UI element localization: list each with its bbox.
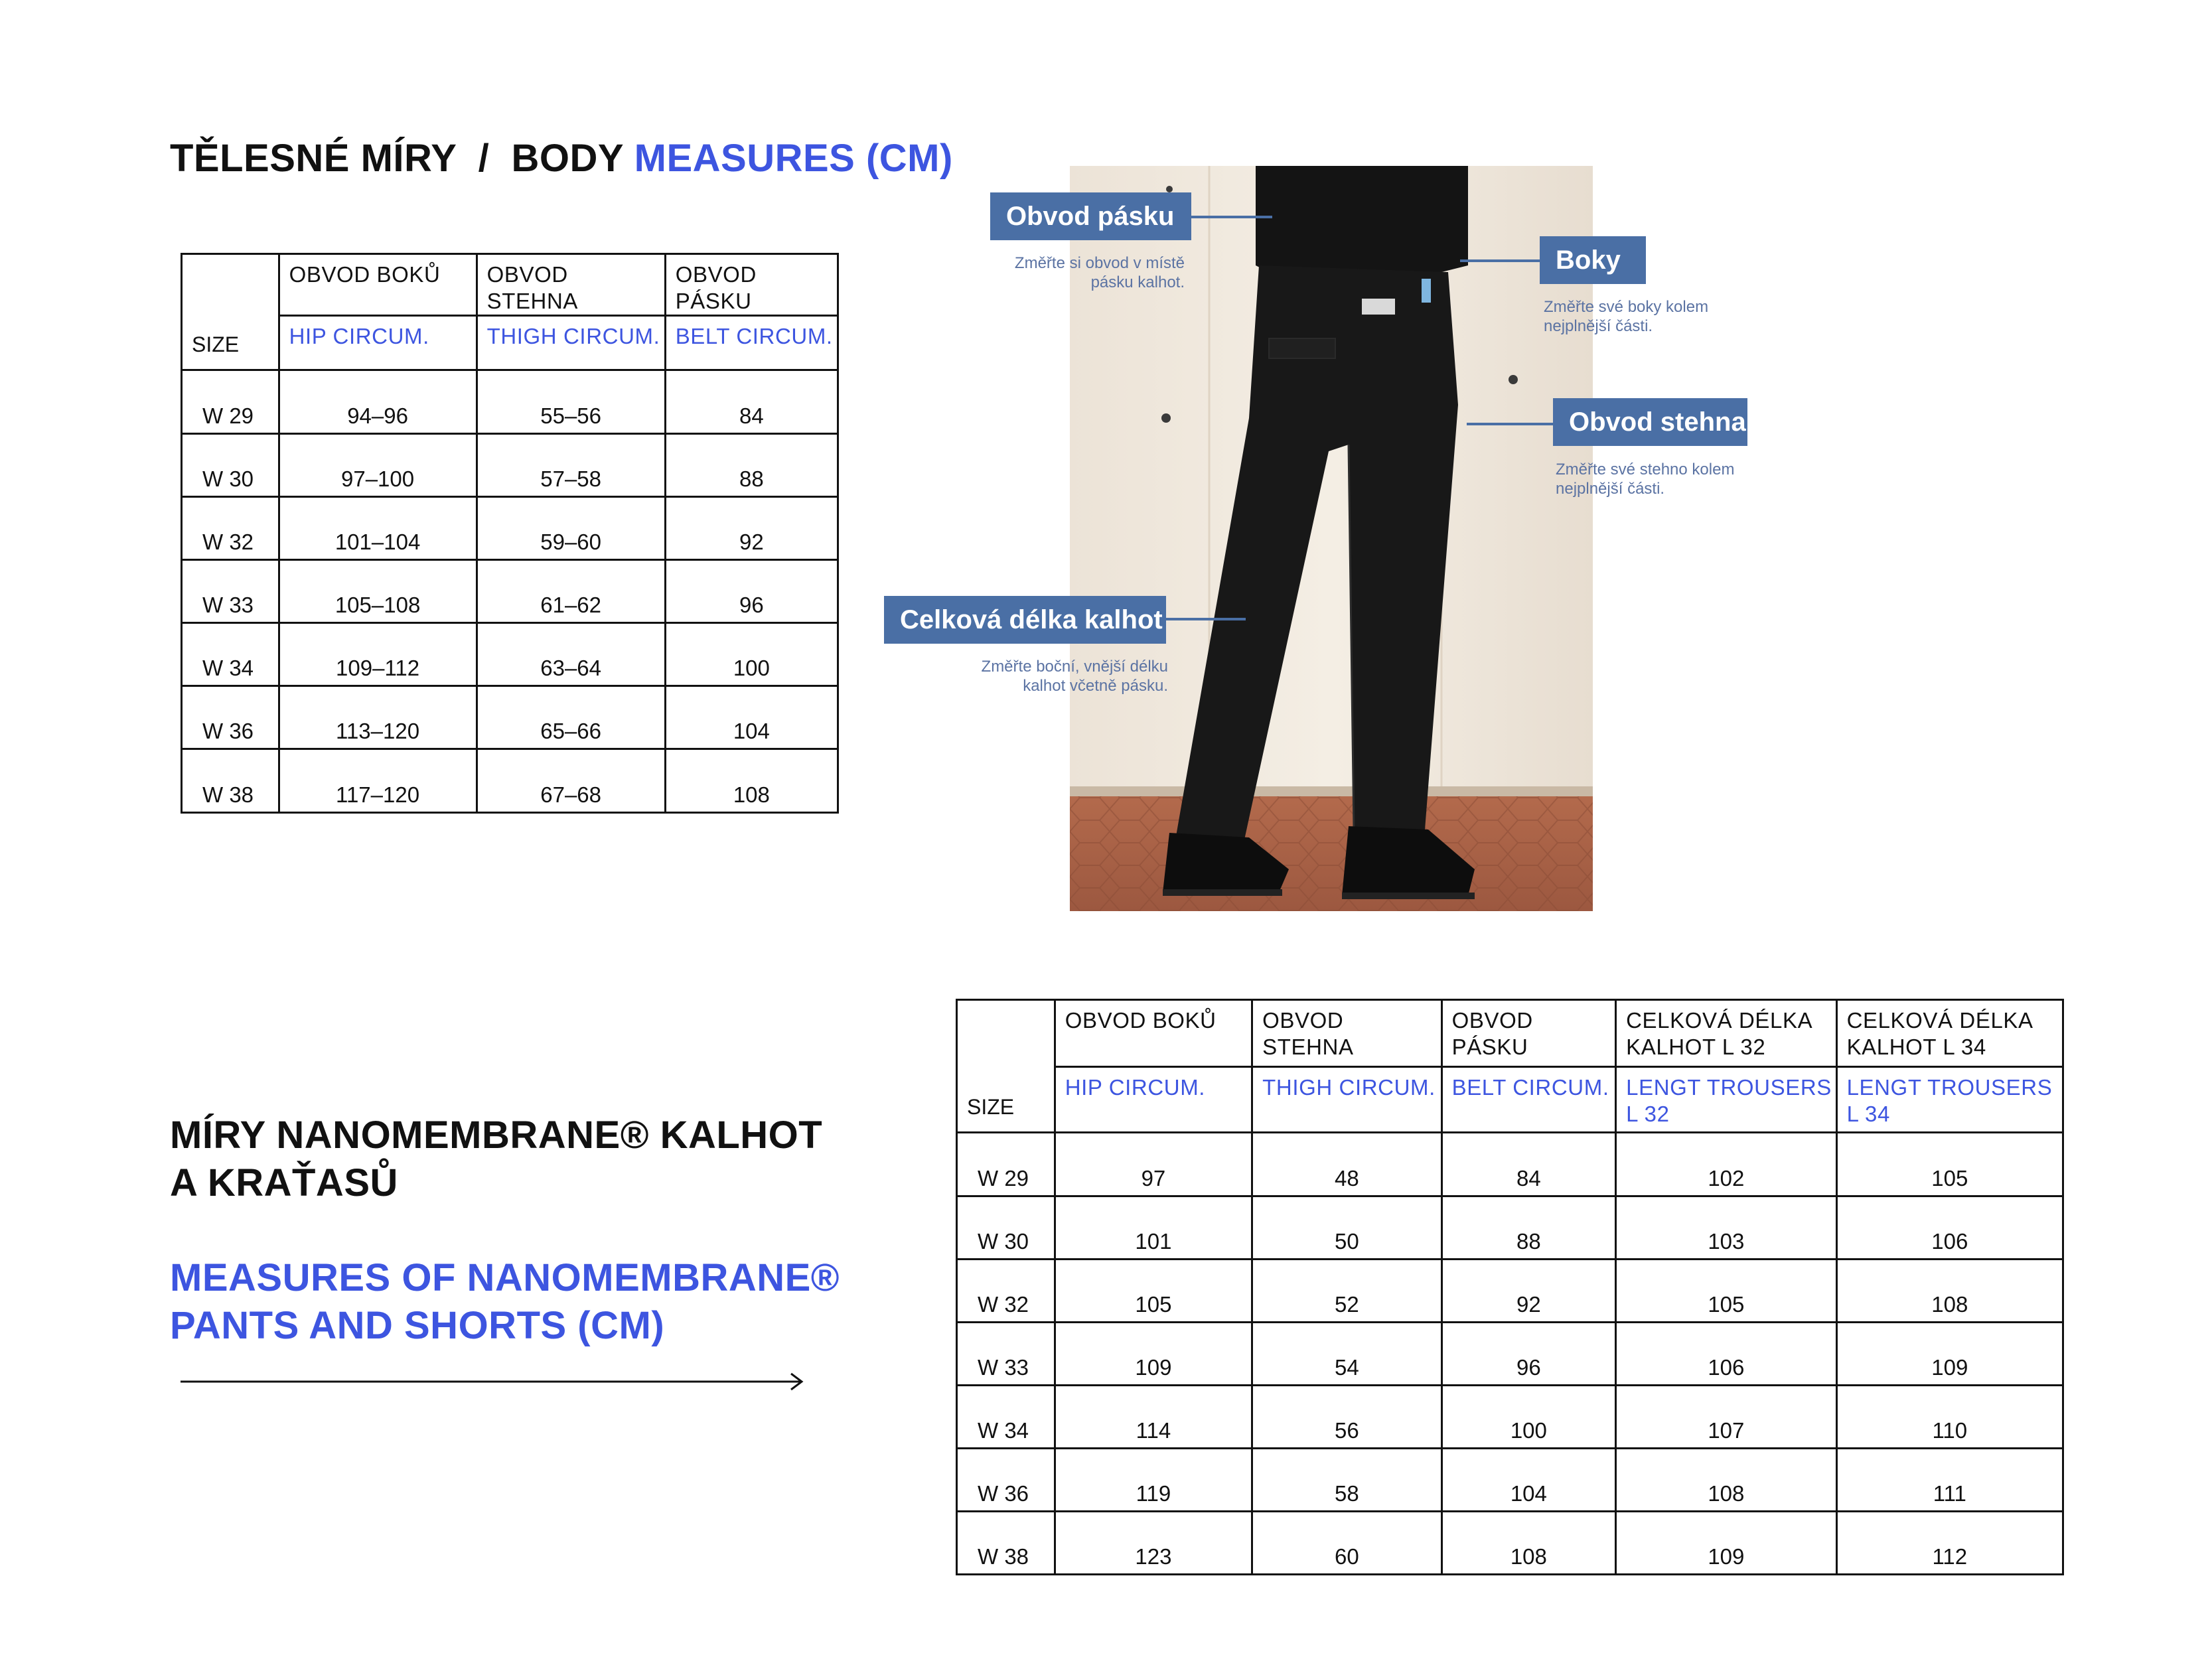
table-row [182,749,838,813]
size-cell: W 33 [957,1323,1055,1386]
header-belt-en: BELT CIRCUM. [665,316,838,370]
size-cell: W 34 [957,1386,1055,1449]
thigh-note: Změřte své stehno kolem nejplnější části. [1556,461,1735,498]
size-header: SIZE [182,254,279,370]
size-cell: W 30 [182,434,279,497]
thigh-cell: 63–64 [477,623,665,686]
header-hip-cz: OBVOD BOKŮ [279,254,477,316]
thigh-cell: 54 [1252,1323,1441,1386]
length-label: Celková délka kalhot [884,596,1166,644]
header-length-l34-en: LENGT TROUSERS L 34 [1836,1067,2063,1133]
header-length-l34-cz: CELKOVÁ DÉLKA KALHOT L 34 [1836,1000,2063,1067]
waist-label: Obvod pásku [990,192,1191,240]
size-cell: W 33 [182,560,279,623]
hip-cell: 97–100 [279,434,477,497]
belt-cell: 100 [665,623,838,686]
body-measures-title-cz: TĚLESNÉ MÍRY / BODY [170,137,623,180]
belt-cell: 108 [1441,1512,1616,1575]
size-cell: W 29 [957,1133,1055,1196]
table-row [957,1260,2063,1323]
size-cell: W 29 [182,370,279,434]
header-length-l32-cz: CELKOVÁ DÉLKA KALHOT L 32 [1616,1000,1836,1067]
belt-cell: 100 [1441,1386,1616,1449]
table-row [957,1133,2063,1196]
belt-cell: 96 [1441,1323,1616,1386]
belt-cell: 84 [1441,1133,1616,1196]
header-belt-cz: OBVOD PÁSKU [665,254,838,316]
size-header: SIZE [957,1000,1055,1133]
thigh-cell: 55–56 [477,370,665,434]
hips-label: Boky [1540,236,1646,284]
thigh-cell: 61–62 [477,560,665,623]
size-cell: W 32 [182,497,279,560]
hip-cell: 114 [1055,1386,1252,1449]
header-thigh-cz: OBVOD STEHNA [1252,1000,1441,1067]
size-cell: W 36 [182,686,279,749]
hip-cell: 94–96 [279,370,477,434]
header-length-l32-en: LENGT TROUSERS L 32 [1616,1067,1836,1133]
hips-note: Změřte své boky kolem nejplnější části. [1544,298,1709,335]
length-pointer-line [1166,618,1246,620]
hips-pointer-line [1460,259,1540,262]
table-row [182,623,838,686]
thigh-label: Obvod stehna [1553,398,1747,446]
belt-cell: 92 [665,497,838,560]
table-row [182,434,838,497]
hip-cell: 101–104 [279,497,477,560]
length-note: Změřte boční, vnější délku kalhot včetně pásku. [981,658,1168,695]
length-l34-cell: 110 [1836,1386,2063,1449]
table-row [957,1386,2063,1449]
length-l32-cell: 105 [1616,1260,1836,1323]
belt-cell: 104 [665,686,838,749]
length-l34-cell: 111 [1836,1449,2063,1512]
size-cell: W 38 [957,1512,1055,1575]
thigh-cell: 50 [1252,1196,1441,1260]
hip-cell: 123 [1055,1512,1252,1575]
length-l34-cell: 106 [1836,1196,2063,1260]
length-l32-cell: 108 [1616,1449,1836,1512]
length-l34-cell: 109 [1836,1323,2063,1386]
table-row [182,686,838,749]
hip-cell: 117–120 [279,749,477,813]
thigh-cell: 65–66 [477,686,665,749]
thigh-cell: 57–58 [477,434,665,497]
table-row [182,497,838,560]
thigh-cell: 59–60 [477,497,665,560]
thigh-cell: 52 [1252,1260,1441,1323]
hip-cell: 105 [1055,1260,1252,1323]
waist-note: Změřte si obvod v místě pásku kalhot. [1014,254,1185,291]
belt-cell: 84 [665,370,838,434]
belt-cell: 88 [665,434,838,497]
hip-cell: 109 [1055,1323,1252,1386]
thigh-pointer-line [1467,423,1553,425]
thigh-cell: 60 [1252,1512,1441,1575]
header-belt-cz: OBVOD PÁSKU [1441,1000,1616,1067]
body-measures-title-unit: MEASURES (CM) [634,137,953,180]
hip-cell: 105–108 [279,560,477,623]
header-hip-en: HIP CIRCUM. [1055,1067,1252,1133]
header-hip-en: HIP CIRCUM. [279,316,477,370]
table-row [957,1449,2063,1512]
length-l32-cell: 109 [1616,1512,1836,1575]
right-arrow-icon [179,1372,806,1391]
belt-cell: 88 [1441,1196,1616,1260]
pants-measures-table [956,999,2064,1575]
table-row [182,560,838,623]
thigh-cell: 48 [1252,1133,1441,1196]
length-l32-cell: 103 [1616,1196,1836,1260]
body-measures-title [170,136,953,180]
header-hip-cz: OBVOD BOKŮ [1055,1000,1252,1067]
header-thigh-en: THIGH CIRCUM. [1252,1067,1441,1133]
length-l34-cell: 112 [1836,1512,2063,1575]
belt-cell: 96 [665,560,838,623]
length-l32-cell: 102 [1616,1133,1836,1196]
size-cell: W 36 [957,1449,1055,1512]
hip-cell: 101 [1055,1196,1252,1260]
pants-measures-title-en: MEASURES OF NANOMEMBRANE® PANTS AND SHORTS (CM) [170,1256,840,1347]
header-thigh-cz: OBVOD STEHNA [477,254,665,316]
size-cell: W 34 [182,623,279,686]
belt-cell: 92 [1441,1260,1616,1323]
waist-pointer-line [1191,216,1272,218]
table-row [957,1512,2063,1575]
size-cell: W 38 [182,749,279,813]
hip-cell: 113–120 [279,686,477,749]
pants-measures-title-cz: MÍRY NANOMEMBRANE® KALHOT A KRAŤASŮ [170,1114,823,1204]
size-cell: W 30 [957,1196,1055,1260]
thigh-cell: 67–68 [477,749,665,813]
belt-cell: 108 [665,749,838,813]
header-belt-en: BELT CIRCUM. [1441,1067,1616,1133]
thigh-cell: 58 [1252,1449,1441,1512]
belt-cell: 104 [1441,1449,1616,1512]
hip-cell: 109–112 [279,623,477,686]
body-measures-table [181,253,839,814]
length-l32-cell: 106 [1616,1323,1836,1386]
length-l34-cell: 108 [1836,1260,2063,1323]
header-thigh-en: THIGH CIRCUM. [477,316,665,370]
hip-cell: 119 [1055,1449,1252,1512]
table-row [957,1323,2063,1386]
length-l34-cell: 105 [1836,1133,2063,1196]
table-row [182,370,838,434]
hip-cell: 97 [1055,1133,1252,1196]
length-l32-cell: 107 [1616,1386,1836,1449]
size-cell: W 32 [957,1260,1055,1323]
thigh-cell: 56 [1252,1386,1441,1449]
table-row [957,1196,2063,1260]
